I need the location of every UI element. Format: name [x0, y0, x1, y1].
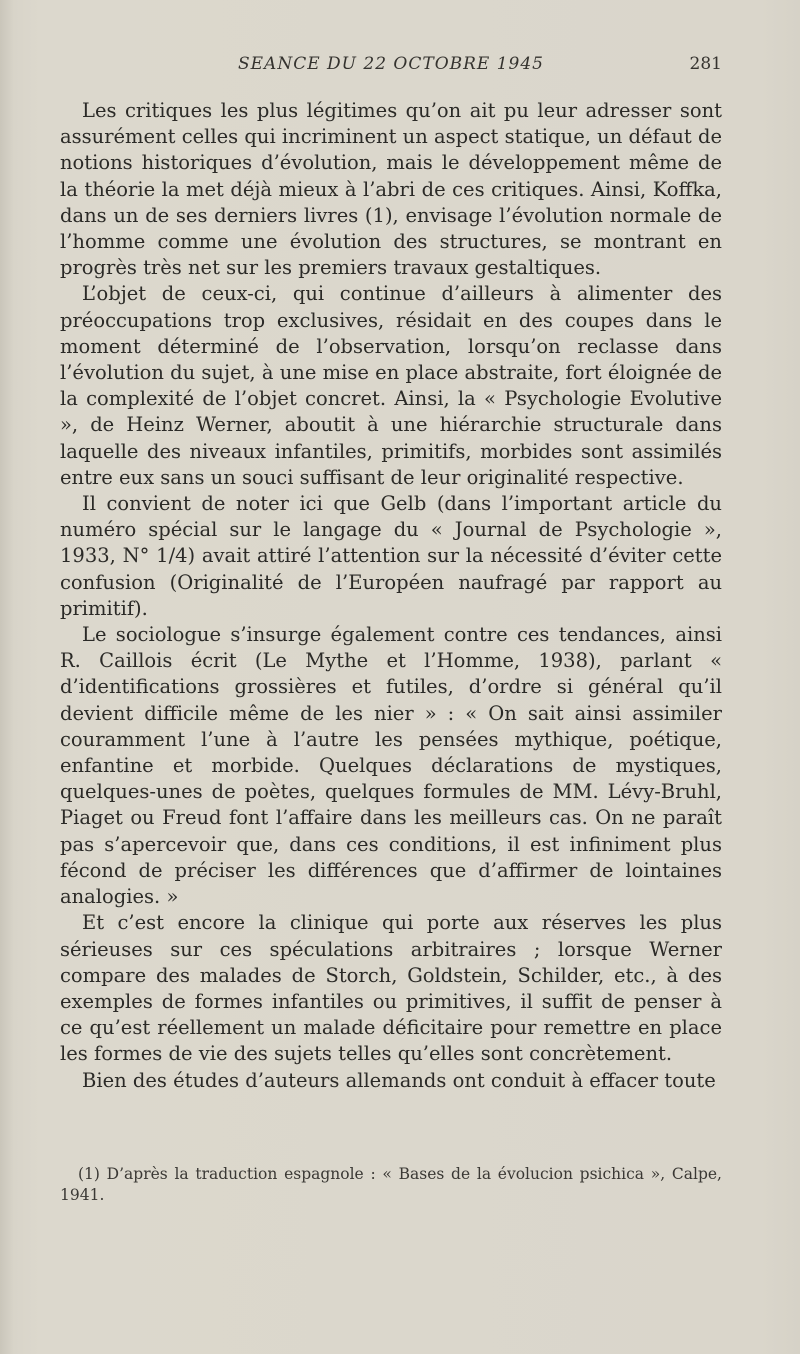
paragraph-3: Il convient de noter ici que Gelb (dans l’important article du numéro spécial sur le langage du « Journal de Psychologie », 1933, N° 1/4) avait attiré l’attention sur la nécessité d’éviter cette confusion (Originalité de l’Européen naufragé par rapport au primitif). — [60, 492, 722, 620]
paragraph-4: Le sociologue s’insurge également contre ces tendances, ainsi R. Caillois écrit (Le Mythe et l’Homme, 1938), parlant « d’identifications grossières et futiles, d’ordre si général qu’il devient difficile même de les nier » : « On sait ainsi assimiler couramment l’une à l’autre les pensées mythique, poétique, enfantine et morbide. Quelques déclarations de mystiques, quelques-unes de poètes, quelques formules de MM. Lévy-Bruhl, Piaget ou Freud font l’affaire dans les meilleurs cas. On ne paraît pas s’apercevoir que, dans ces conditions, il est infiniment plus fécond de préciser les différences que d’affirmer de lointaines analogies. » — [60, 623, 722, 909]
paragraph-1: Les critiques les plus légitimes qu’on ait pu leur adresser sont assurément celles qui incriminent un aspect statique, un défaut de notions historiques d’évolution, mais le développement même de la théorie la met déjà mieux à l’abri de ces critiques. Ainsi, Koffka, dans un de ses derniers livres (1), envisage l’évolution normale de l’homme comme une évolution des structures, se montrant en progrès très net sur les premiers travaux gestaltiques. — [60, 99, 722, 280]
running-head — [60, 54, 722, 84]
footnote — [60, 1164, 722, 1206]
paragraph-6: Bien des études d’auteurs allemands ont conduit à effacer toute — [82, 1068, 716, 1092]
paragraph-5: Et c’est encore la clinique qui porte aux réserves les plus sérieuses sur ces spéculations arbitraires ; lorsque Werner compare des malades de Storch, Goldstein, Schilder, etc., à des exemples de formes infantiles ou primitives, il suffit de penser à ce qu’est réellement un malade déficitaire pour remettre en place les formes de vie des sujets telles qu’elles sont concrètement. — [60, 911, 722, 1066]
body-text — [60, 98, 722, 1094]
footnote-text: (1) D’après la traduction espagnole : « Bases de la évolucion psichica », Calpe, 1941. — [60, 1165, 722, 1204]
paragraph-2: L’objet de ceux-ci, qui continue d’ailleurs à alimenter des préoccupations trop exclusives, résidait en des coupes dans le moment déterminé de l’observation, lorsqu’on reclasse dans l’évolution du sujet, à une mise en place abstraite, fort éloignée de la complexité de l’objet concret. Ainsi, la « Psychologie Evolutive », de Heinz Werner, aboutit à une hiérarchie structurale dans laquelle des niveaux infantiles, primitifs, morbides sont assimilés entre eux sans un souci suffisant de leur originalité respective. — [60, 282, 722, 489]
page-number: 281 — [689, 54, 722, 74]
running-title: SEANCE DU 22 OCTOBRE 1945 — [237, 54, 544, 74]
